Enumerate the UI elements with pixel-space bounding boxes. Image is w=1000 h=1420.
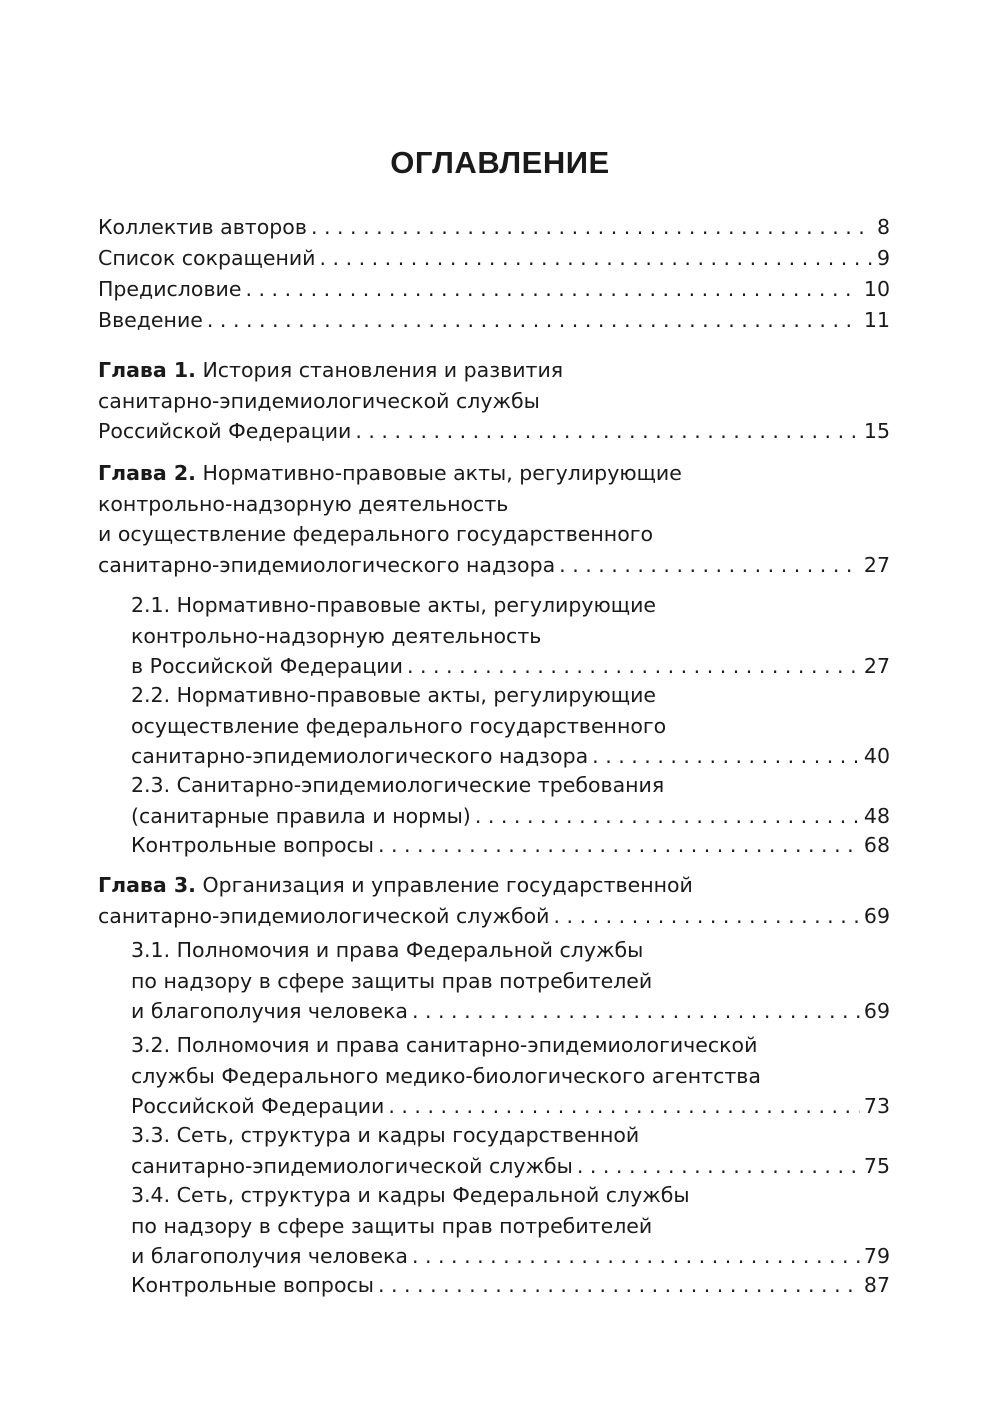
toc-entry-line [98, 870, 890, 901]
dot-leader [577, 1151, 860, 1182]
toc-entry-text [131, 996, 408, 1027]
toc-entry[interactable] [131, 590, 890, 682]
toc-entry-title: и благополучия человека [131, 999, 408, 1023]
toc-entry-text [131, 1270, 374, 1301]
toc-entry-line [131, 590, 890, 621]
toc-entry[interactable] [131, 1270, 890, 1301]
toc-entry-line [98, 243, 890, 274]
toc-entry-title: Российской Федерации [98, 419, 352, 443]
toc-entry-text [131, 1033, 757, 1057]
toc-entry-text [131, 683, 656, 707]
toc-entry-title: и осуществление федерального государственного [98, 522, 654, 546]
dot-leader [311, 212, 873, 243]
toc-entry[interactable] [131, 1120, 890, 1181]
toc-entry-line [131, 1030, 890, 1061]
toc-entry-title: Нормативно-правовые акты, регулирующие [202, 461, 682, 485]
dot-leader [554, 901, 860, 932]
toc-entry-text [131, 1064, 761, 1088]
toc-entry[interactable] [131, 770, 890, 831]
chapter-label: Глава 1. [98, 358, 196, 382]
toc-entry-title: санитарно-эпидемиологической службы [131, 1153, 573, 1178]
toc-entry-title: Коллектив авторов [98, 215, 307, 239]
toc-entry[interactable] [98, 212, 890, 243]
toc-entry-text [131, 593, 656, 617]
toc-entry-title: по надзору в сфере защиты прав потребителей [131, 1213, 653, 1238]
toc-entry-line [131, 770, 890, 801]
page-number: 68 [863, 833, 890, 857]
toc-entry-line [131, 1151, 890, 1182]
toc-entry-title: Введение [98, 308, 203, 332]
toc-entry-line [131, 1241, 890, 1272]
toc-entry-title: Список сокращений [98, 246, 316, 270]
page-number: 8 [876, 215, 890, 239]
toc-entry-line [131, 621, 890, 652]
toc-entry-line [131, 1270, 890, 1301]
toc-entry-line [131, 801, 890, 832]
toc-entry-title: Российской Федерации [131, 1094, 385, 1118]
dot-leader [559, 550, 860, 581]
toc-entry-line [98, 489, 890, 520]
toc-entry-line [98, 458, 890, 489]
toc-entry-title: 3.4. Сеть, структура и кадры Федеральной службы [131, 1183, 690, 1207]
toc-entry-title: и благополучия человека [131, 1244, 408, 1268]
toc-entry-text [131, 651, 403, 682]
toc-entry-title: санитарно-эпидемиологического надзора [98, 552, 556, 577]
toc-entry-text [131, 1241, 408, 1272]
toc-entry-title: 2.1. Нормативно-правовые акты, регулирующие [131, 593, 657, 617]
page-number: 75 [863, 1153, 890, 1178]
toc-entry-text [131, 969, 652, 993]
toc-entry-title: Организация и управление государственной [202, 873, 693, 897]
toc-entry-title: службы Федерального медико-биологического агентства [131, 1063, 761, 1088]
page-number: 15 [863, 419, 890, 443]
toc-entry-text [131, 801, 471, 832]
toc-entry-text [98, 901, 550, 932]
chapter-label: Глава 3. [98, 873, 196, 897]
toc-entry-title: контрольно-надзорную деятельность [131, 623, 542, 648]
toc-entry[interactable] [98, 305, 890, 336]
toc-entry-line [131, 1180, 890, 1211]
toc-entry-line [131, 1211, 890, 1242]
dot-leader [378, 1270, 860, 1301]
toc-entry-title: осуществление федерального государственного [131, 713, 667, 738]
page-number: 40 [863, 744, 890, 768]
toc-entry-title: санитарно-эпидемиологической службой [98, 903, 550, 928]
toc-entry-text [131, 1151, 573, 1182]
toc-entry[interactable] [131, 1030, 890, 1122]
toc-entry-line [131, 680, 890, 711]
toc-entry-text [131, 624, 541, 648]
toc-entry-title: 2.2. Нормативно-правовые акты, регулирующие [131, 683, 657, 707]
toc-entry-line [131, 1061, 890, 1092]
toc-entry-text [98, 274, 241, 305]
toc-entry-text [131, 1091, 384, 1122]
dot-leader [355, 416, 860, 447]
page-number: 9 [876, 246, 890, 270]
toc-entry[interactable] [98, 355, 890, 447]
toc-entry-text [98, 243, 316, 274]
toc-entry-text [98, 873, 693, 897]
dot-leader [378, 830, 860, 861]
toc-entry-line [131, 711, 890, 742]
toc-entry[interactable] [98, 243, 890, 274]
toc-entry-line [98, 386, 890, 417]
toc-entry[interactable] [98, 458, 890, 580]
toc-entry-line [131, 830, 890, 861]
toc-entry-line [98, 901, 890, 932]
toc-entry-text [131, 1214, 652, 1238]
toc-entry-line [131, 966, 890, 997]
dot-leader [412, 1241, 860, 1272]
dot-leader [475, 801, 860, 832]
dot-leader [407, 651, 860, 682]
toc-entry-text [98, 550, 555, 581]
toc-entry-title: санитарно-эпидемиологического надзора [131, 744, 589, 768]
toc-entry-line [98, 519, 890, 550]
page-number: 87 [863, 1273, 890, 1297]
page-title: ОГЛАВЛЕНИЕ [390, 145, 610, 180]
toc-entry-title: (санитарные правила и нормы) [131, 803, 471, 828]
page-number: 79 [863, 1244, 890, 1268]
toc-entry-title: Контрольные вопросы [131, 1273, 374, 1297]
page-number: 73 [863, 1094, 890, 1118]
toc-entry[interactable] [98, 870, 890, 931]
toc-entry-line [98, 550, 890, 581]
toc-entry-line [98, 416, 890, 447]
toc-entry-text [131, 938, 643, 962]
page-number: 27 [863, 552, 890, 577]
toc-entry-line [98, 305, 890, 336]
toc-entry-line [98, 355, 890, 386]
page-number: 11 [863, 308, 890, 332]
toc-entry-title: 3.3. Сеть, структура и кадры государственной [131, 1123, 640, 1147]
chapter-label: Глава 2. [98, 461, 196, 485]
dot-leader [245, 274, 859, 305]
page-number: 10 [863, 277, 890, 301]
toc-entry[interactable] [131, 935, 890, 1027]
toc-entry-text [98, 305, 203, 336]
dot-leader [320, 243, 873, 274]
page-number: 48 [863, 803, 890, 828]
toc-entry-title: контрольно-надзорную деятельность [98, 491, 509, 516]
toc-entry-text [98, 212, 307, 243]
toc-entry[interactable] [98, 274, 890, 305]
dot-leader [412, 996, 860, 1027]
toc-entry-title: Предисловие [98, 277, 242, 301]
toc-entry-title: Контрольные вопросы [131, 833, 374, 857]
toc-entry-line [98, 274, 890, 305]
toc-entry-text [98, 522, 653, 546]
toc-entry-text [98, 416, 351, 447]
toc-entry[interactable] [131, 680, 890, 772]
toc-entry-title: 2.3. Санитарно-эпидемиологические требования [131, 773, 665, 797]
toc-entry-text [131, 714, 666, 738]
toc-entry-line [98, 212, 890, 243]
toc-entry-line [131, 996, 890, 1027]
page-number: 69 [863, 903, 890, 928]
toc-entry-text [98, 461, 682, 485]
toc-entry-title: 3.2. Полномочия и права санитарно-эпидемиологической [131, 1033, 758, 1057]
toc-entry-text [98, 492, 508, 516]
toc-entry-text [131, 830, 374, 861]
toc-entry-text [131, 1183, 690, 1207]
toc-entry-title: 3.1. Полномочия и права Федеральной службы [131, 938, 644, 962]
dot-leader [388, 1091, 860, 1122]
toc-entry-line [131, 651, 890, 682]
page-number: 27 [863, 654, 890, 678]
toc-entry-title: История становления и развития [202, 358, 564, 382]
toc-entry-title: по надзору в сфере защиты прав потребителей [131, 968, 653, 993]
page-number: 69 [863, 999, 890, 1023]
toc-entry-title: в Российской Федерации [131, 654, 403, 678]
toc-entry-text [131, 773, 664, 797]
toc-entry[interactable] [131, 1180, 890, 1272]
toc-entry-text [131, 741, 588, 772]
toc-entry-line [131, 741, 890, 772]
toc-entry-title: санитарно-эпидемиологической службы [98, 388, 540, 413]
toc-entry-line [131, 935, 890, 966]
toc-entry-text [98, 389, 540, 413]
toc-entry-text [98, 358, 563, 382]
dot-leader [207, 305, 860, 336]
toc-entry-text [131, 1123, 639, 1147]
toc-entry-line [131, 1091, 890, 1122]
toc-entry[interactable] [131, 830, 890, 861]
dot-leader [592, 741, 860, 772]
toc-entry-line [131, 1120, 890, 1151]
